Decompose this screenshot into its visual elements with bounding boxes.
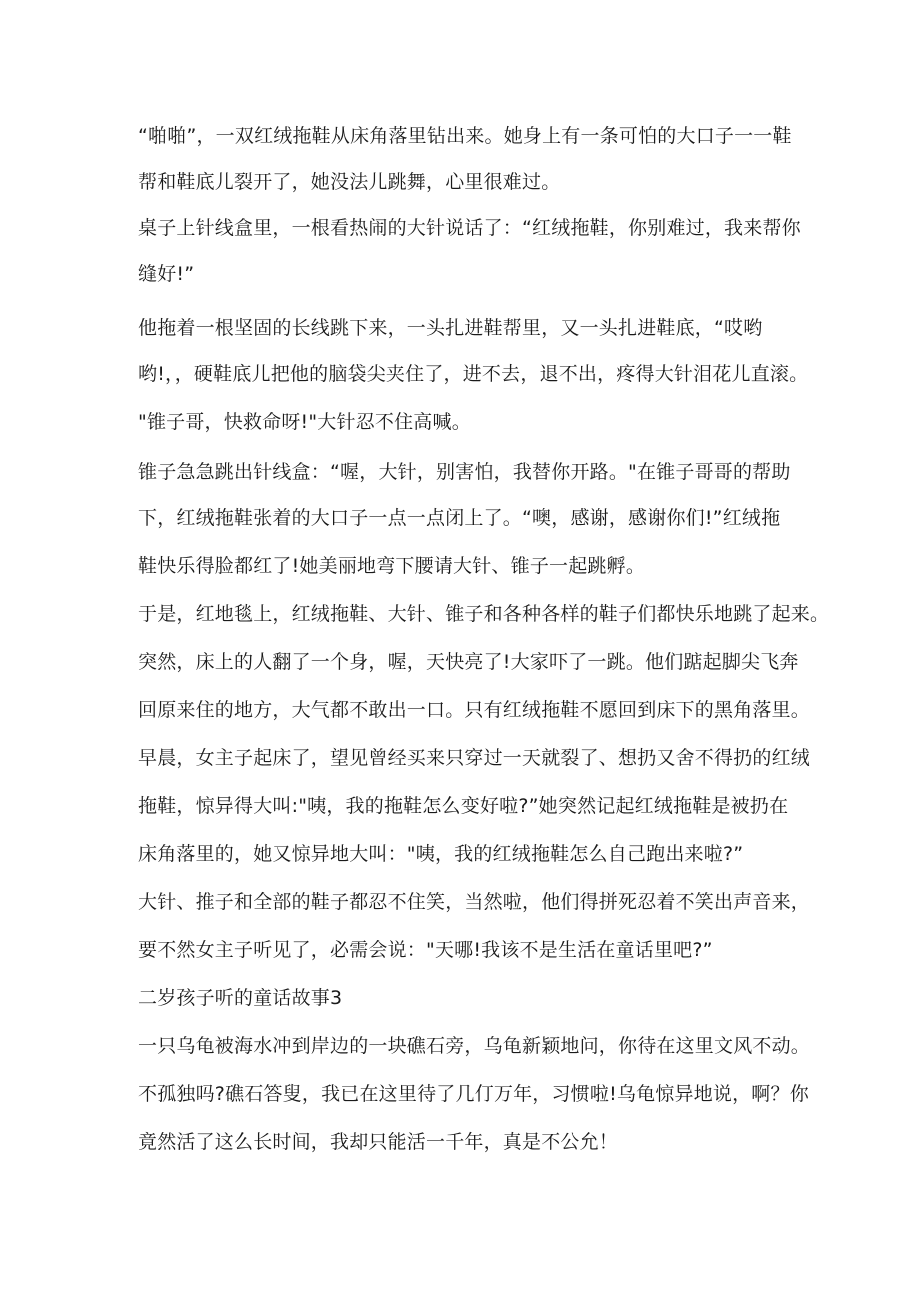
text-line: 竟然活了这么长时间，我却只能活一千年，真是不公允！: [138, 1131, 619, 1153]
text-line: 锥子急急跳出针线盒：“喔，大针，别害怕，我替你开路。"在锥子哥哥的帮助: [138, 461, 791, 483]
text-line: 于是，红地毯上，红绒拖鞋、大针、锥子和各种各样的鞋子们都快乐地跳了起来。: [138, 603, 830, 625]
text-line: 要不然女主子听见了，必需会说："天哪!我该不是生活在童话里吧?”: [138, 939, 713, 961]
text-line: 桌子上针线盒里，一根看热闹的大针说话了：“红绒拖鞋，你别难过，我来帮你: [138, 217, 801, 239]
text-line: “啪啪”，一双红绒拖鞋从床角落里钻出来。她身上有一条可怕的大口子一一鞋: [138, 125, 792, 147]
text-line: 床角落里的，她又惊异地大叫："咦，我的红绒拖鞋怎么自己跑出来啦?”: [138, 843, 744, 865]
text-line: 大针、推子和全部的鞋子都忍不住笑，当然啦，他们得拼死忍着不笑出声音来，: [138, 891, 811, 913]
text-line: 缝好!”: [138, 263, 195, 285]
text-line: 早晨，女主子起床了，望见曾经买来只穿过一天就裂了、想扔又舍不得扔的红绒: [138, 747, 811, 769]
text-line: 一只乌龟被海水冲到岸边的一块礁石旁，乌龟新颖地问，你待在这里文风不动。: [138, 1035, 811, 1057]
text-line: "锥子哥，快救命呀!"大针忍不住高喊。: [138, 411, 471, 433]
text-line: 回原来住的地方，大气都不敢出一口。只有红绒拖鞋不愿回到床下的黑角落里。: [138, 699, 811, 721]
text-line: 哟!，，硬鞋底儿把他的脑袋尖夹住了，进不去，退不出，疼得大针泪花儿直滚。: [138, 363, 809, 385]
text-line: 不孤独吗?礁石答叟，我已在这里待了几仃万年，习惯啦!乌龟惊异地说，啊？你: [138, 1083, 809, 1105]
text-line: 鞋快乐得脸都红了!她美丽地弯下腰请大针、锥子一起跳孵。: [138, 555, 646, 577]
text-line: 帮和鞋底儿裂开了，她没法儿跳舞，心里很难过。: [138, 171, 561, 193]
text-line: 他拖着一根坚固的长线跳下来，一头扎进鞋帮里，又一头扎进鞋底，“哎哟: [138, 317, 763, 339]
text-line: 突然，床上的人翻了一个身，喔，天快亮了!大家吓了一跳。他们踮起脚尖飞奔: [138, 651, 799, 673]
text-line: 拖鞋，惊异得大叫:"咦，我的拖鞋怎么变好啦?”她突然记起红绒拖鞋是被扔在: [138, 795, 789, 817]
section-heading: 二岁孩子听的童话故事3: [138, 987, 343, 1009]
text-line: 下，红绒拖鞋张着的大口子一点一点闭上了。“噢，感谢，感谢你们!”红绒拖: [138, 507, 781, 529]
